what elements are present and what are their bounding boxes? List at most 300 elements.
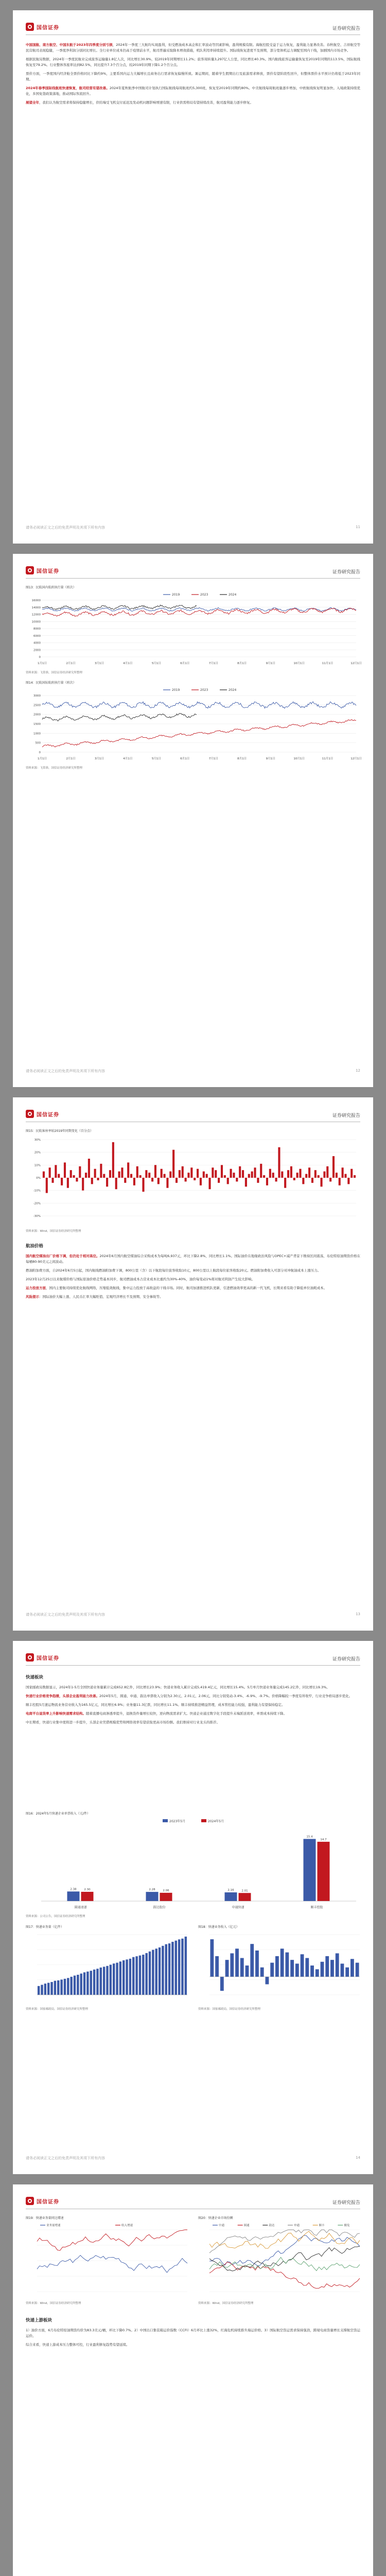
bar xyxy=(83,1972,85,1995)
bar xyxy=(354,1175,356,1178)
data-label: 2.01 xyxy=(241,1889,248,1893)
page-header xyxy=(26,22,360,35)
bar xyxy=(336,1953,339,1977)
x-tick-label: 7月1日 xyxy=(208,757,218,760)
bar xyxy=(218,1178,220,1183)
bar xyxy=(175,1941,177,1995)
bar xyxy=(305,1174,307,1178)
bar xyxy=(221,1165,223,1178)
bar xyxy=(255,1951,259,1977)
x-tick-label: 10月1日 xyxy=(293,757,305,760)
bar xyxy=(260,1164,262,1178)
bar xyxy=(326,1166,328,1178)
legend-swatch xyxy=(201,1819,206,1822)
page-number: 12 xyxy=(356,1069,360,1073)
bar xyxy=(235,1948,239,1977)
bar xyxy=(77,1975,79,1995)
data-label: 15.4 xyxy=(306,1835,313,1839)
figure-caption: 图15：民航客座率较2019年同期变化（百分点） xyxy=(26,1129,93,1133)
bar xyxy=(250,1944,254,1977)
bar xyxy=(280,1948,284,1977)
bar xyxy=(344,1174,346,1178)
bar xyxy=(302,1178,304,1184)
figure-caption: 图14：民航国际航班执行量（班次） xyxy=(26,681,76,685)
bar xyxy=(119,1961,121,1995)
page-footer xyxy=(26,1612,360,1619)
bar xyxy=(311,1178,313,1183)
page-body xyxy=(26,1242,360,1303)
figure-source: 资料来源：国家邮政局，国信证券经济研究所整理 xyxy=(26,2008,89,2011)
bar xyxy=(155,1948,157,1995)
bar xyxy=(304,1839,316,1901)
legend-label: 极兔 xyxy=(344,2224,350,2227)
bar xyxy=(60,1979,62,1995)
figure-source: 资料来源：Wind，国信证券经济研究所整理 xyxy=(26,2302,81,2305)
bar xyxy=(321,1962,324,1977)
y-tick-label: -30% xyxy=(33,1215,41,1218)
bar xyxy=(168,1943,170,1995)
bar xyxy=(190,1167,192,1178)
y-tick-label: 4000 xyxy=(33,641,41,645)
bar xyxy=(194,1178,196,1180)
bar xyxy=(41,1985,43,1995)
x-tick-label: 6月1日 xyxy=(180,662,190,665)
bar xyxy=(148,1173,150,1178)
bar xyxy=(67,1978,69,1995)
figure-caption: 图19：快递业务量同比增速 xyxy=(26,2216,64,2220)
bar xyxy=(260,1968,264,1977)
bar xyxy=(79,1166,81,1178)
paragraph: 1）油价方面，6月布伦特原油期货均价为83.3美元/桶，环比下降0.7%。2）中国出口集装箱运价指数（CCFI）6月环比上涨32%，红海危机持续推升海运价格。3）国际航空货运需求保持强劲，跨境电商货量增长支撑航空货运运价。 xyxy=(26,2328,360,2338)
bar xyxy=(82,1178,84,1191)
bar xyxy=(301,1954,304,1977)
figure-source: 资料来源：Wind，国信证券经济研究所整理 xyxy=(26,1230,81,1233)
bar xyxy=(296,1173,299,1178)
disclaimer: 请务必阅读正文之后的免责声明及其项下所有内容 xyxy=(26,1613,105,1617)
legend-label: 申通 xyxy=(294,2224,300,2227)
bar xyxy=(103,1967,105,1995)
page-header xyxy=(26,1652,360,1666)
paragraph: 票价方面，一季度国内经济舱全票价格同比下降约9%，主要系国内运力大幅增长且商务出行需求恢复偏慢所致。暑运期间，随着学生假期出行及旅游需求释放，票价有望阶段性回升，但整体票价水平预计仍将低于2023年同期。 xyxy=(26,72,360,81)
brand-logo xyxy=(26,1653,59,1662)
paragraph: 国内航空煤油出厂价格下调，但仍处于相对高位。2024年6月国内航空煤油综合采购成本为每吨6,937元，环比下降2.8%，同比增长1.1%。国际油价在地缘政治风险与OPEC+减产背景下维持区间震荡，布伦特原油期货价格在每桶80-90美元之间波动。 xyxy=(26,1254,361,1264)
legend-label: 顺丰 xyxy=(319,2224,325,2227)
bar xyxy=(100,1968,102,1995)
brand-logo xyxy=(26,1110,59,1118)
bar xyxy=(73,1175,75,1178)
bar xyxy=(220,1977,224,1991)
series-line-收入增速 xyxy=(37,2230,187,2250)
doc-type: 证券研究报告 xyxy=(332,1657,360,1662)
x-tick-label: 12月1日 xyxy=(350,662,362,665)
paragraph: 顺丰控股5月速运物流业务营业收入为165.5亿元，同比增长6.9%；业务量11.3亿票，同比增长11.1%。顺丰持续推进精益管理，成本管控能力较强，盈利能力有望保持稳定。 xyxy=(26,1703,285,1707)
bar xyxy=(96,1969,98,1995)
bar xyxy=(139,1956,141,1995)
series-line-业务量增速 xyxy=(37,2256,187,2273)
bar xyxy=(272,1173,274,1178)
bar xyxy=(121,1167,123,1178)
page-number: 11 xyxy=(356,525,360,529)
bar xyxy=(139,1175,142,1178)
brand-logo-icon xyxy=(26,566,34,574)
bar xyxy=(159,1947,161,1995)
legend-label: 2024 xyxy=(229,593,237,597)
bar xyxy=(347,1178,349,1184)
bar xyxy=(145,1170,147,1178)
bar xyxy=(152,1950,154,1995)
bar xyxy=(130,1174,132,1178)
bar xyxy=(157,1178,160,1184)
bar xyxy=(70,1170,72,1178)
bar xyxy=(290,1166,292,1178)
paragraph: 燃油附加费方面，自2024年6月5日起，国内航线燃油附加费下调，800公里（含）以下航段每位旅客收取10元，800公里以上航段每位旅客收取20元。燃油附加费收入可部分对冲航油成本上涨压力。 xyxy=(26,1268,321,1273)
legend-label: 2019 xyxy=(172,593,180,597)
y-tick-label: 8000 xyxy=(33,628,41,631)
bar xyxy=(50,1982,52,1995)
bar xyxy=(197,1169,199,1178)
bar xyxy=(224,1175,226,1178)
bar xyxy=(54,1981,56,1995)
section-title: 航油价格 xyxy=(26,1244,44,1249)
figure-caption: 图18：快递业务收入（亿元） xyxy=(198,1925,239,1929)
y-tick-label: 6000 xyxy=(33,634,41,638)
data-label: 2.38 xyxy=(70,1888,77,1891)
bar xyxy=(133,1178,135,1185)
bar xyxy=(308,1167,310,1178)
x-tick-label: 圆通速递 xyxy=(74,1906,87,1909)
chart-revenue-per-parcel xyxy=(26,1817,360,1912)
bar xyxy=(162,1946,164,1995)
report-page-15 xyxy=(13,2184,373,2576)
bar xyxy=(287,1170,289,1178)
page-footer xyxy=(26,1069,360,1076)
bar xyxy=(215,1170,217,1178)
doc-type: 证券研究报告 xyxy=(332,570,360,575)
bar xyxy=(245,1965,249,1977)
brand-name: 国信证券 xyxy=(37,2199,59,2205)
disclaimer: 请务必阅读正文之后的免责声明及其项下所有内容 xyxy=(26,2156,105,2160)
figure-caption: 图16：2024年5月快递企业单票收入（元/件） xyxy=(26,1812,90,1816)
figure-source: 资料来源：飞常准，国信证券经济研究所整理 xyxy=(26,767,83,770)
bar xyxy=(325,1956,329,1977)
figure-caption: 图20：快递企业市场份额 xyxy=(198,2216,233,2220)
bar xyxy=(350,1959,354,1977)
x-tick-label: 4月1日 xyxy=(123,662,133,665)
bar xyxy=(103,1174,105,1178)
page-body xyxy=(26,2316,360,2351)
bar xyxy=(182,1166,184,1178)
bar xyxy=(318,1842,330,1901)
report-page-12 xyxy=(13,554,373,1087)
x-tick-label: 7月1日 xyxy=(208,662,218,665)
bar xyxy=(112,1142,114,1178)
report-page-13 xyxy=(13,1097,373,1631)
bar xyxy=(149,1952,151,1995)
y-tick-label: 1000 xyxy=(33,732,41,736)
x-tick-label: 5月1日 xyxy=(151,757,161,760)
bar xyxy=(46,1178,48,1193)
bar xyxy=(251,1172,253,1178)
series-line-顺丰 xyxy=(209,2231,360,2248)
bar xyxy=(106,1966,108,1995)
bar xyxy=(55,1165,57,1178)
y-tick-label: 2500 xyxy=(33,704,41,707)
x-tick-label: 10月1日 xyxy=(293,662,305,665)
brand-logo-icon xyxy=(26,1653,34,1662)
x-tick-label: 8月1日 xyxy=(237,662,247,665)
bar xyxy=(329,1178,331,1181)
bar xyxy=(136,1166,138,1178)
bar xyxy=(185,1937,187,1995)
bar xyxy=(91,1178,93,1184)
x-tick-label: 6月1日 xyxy=(180,757,190,760)
x-tick-label: 5月1日 xyxy=(151,662,161,665)
page-header xyxy=(26,565,360,579)
bar xyxy=(210,1939,214,1977)
bar xyxy=(269,1169,271,1178)
brand-name: 国信证券 xyxy=(37,1112,59,1118)
brand-name: 国信证券 xyxy=(37,568,59,574)
page-body xyxy=(26,42,360,109)
data-label: 2.06 xyxy=(163,1889,169,1892)
legend-label: 2023年5月 xyxy=(169,1820,186,1823)
paragraph: 2024年春季国际线航班快速恢复，航司经营有望改善。2024年夏秋航季中国航司计划执行国际航线每周航班约5,300班，恢复至2019年同期约80%。中美航线每周航班量逐步增加，中欧航线恢复明显加快。入境政策持续优化，多国免签政策落地，推动国际客流回升。 xyxy=(26,86,361,96)
x-tick-label: 2月1日 xyxy=(66,662,76,665)
paragraph: 快递行业价格竞争趋缓，头部企业盈利能力改善。2024年5月，圆通、申通、韵达单票收入分别为2.30元、2.01元、2.06元，同比分别变动-3.4%、-6.9%、-9.7%。价格降幅较一季度有所收窄，行业竞争格局逐步优化。 xyxy=(26,1694,353,1698)
bar xyxy=(245,1178,247,1187)
bar xyxy=(176,1178,178,1183)
bar xyxy=(94,1169,96,1178)
bar xyxy=(81,1892,94,1901)
series-line-圆通 xyxy=(209,2262,360,2289)
bar xyxy=(126,1959,128,1995)
brand-logo xyxy=(26,23,59,31)
bar xyxy=(341,1963,344,1976)
x-tick-label: 韵达股份 xyxy=(153,1906,166,1909)
brand-logo xyxy=(26,2197,59,2205)
paragraph: 综合来看，快递上游成本压力整体可控，行业盈利修复趋势有望延续。 xyxy=(26,2343,130,2347)
paragraph: 中长期看，快递行业集中度将进一步提升，头部企业凭借规模优势和网络效率有望获取更高市场份额。我们维持对行业龙头的推荐。 xyxy=(26,1720,220,1724)
page-header xyxy=(26,1109,360,1122)
section-title: 快递上游板块 xyxy=(26,2318,52,2323)
bar xyxy=(318,1175,320,1178)
bar xyxy=(350,1169,353,1178)
y-tick-label: 0 xyxy=(39,751,41,754)
bar xyxy=(113,1963,115,1995)
bar xyxy=(181,1939,183,1995)
x-tick-label: 11月1日 xyxy=(322,662,334,665)
bar xyxy=(166,1178,168,1188)
bar xyxy=(93,1970,95,1995)
y-tick-label: 30% xyxy=(34,1139,41,1142)
brand-logo-icon xyxy=(26,1110,34,1118)
bar xyxy=(64,1979,66,1995)
bar xyxy=(142,1178,144,1192)
legend-label: 2023 xyxy=(200,688,208,692)
series-line-中通 xyxy=(209,2235,360,2266)
x-tick-label: 2月1日 xyxy=(66,757,76,760)
bar xyxy=(236,1178,238,1181)
figure-source: 资料来源：国家邮政局，国信证券经济研究所整理 xyxy=(198,2008,261,2011)
y-tick-label: -20% xyxy=(33,1202,41,1206)
paragraph: 国家邮政局数据显示，2024年1-5月全国快递业务量累计完成652.8亿件，同比增长23.9%；快递业务收入累计完成5,419.4亿元，同比增长15.4%。5月单月快递业务量完成145.2亿件，同比增长19.3%。 xyxy=(26,1685,330,1689)
brand-logo xyxy=(26,566,59,574)
paragraph: 中国国航、南方航空、中国东航于2023年四季度分别亏损，2024年一季度三大航均实现盈利，但受燃油成本高企和汇率波动等因素影响，盈利规模有限。海航控股受益于运力恢复，盈利能力显著改善。春秋航空、吉祥航空等民营航司表现稳健，一季度净利润分别同比增长。全行业单位成本仍高于疫情前水平，航司普遍采取降本增效措施，机队利用率持续提升。国际线恢复进度不及预期，部分宽体机运力调配至国内干线，加剧国内市场竞争。 xyxy=(26,43,361,53)
disclaimer: 请务必阅读正文之后的免责声明及其项下所有内容 xyxy=(26,1069,105,1073)
bar xyxy=(165,1944,167,1995)
x-tick-label: 9月1日 xyxy=(266,757,275,760)
brand-name: 国信证券 xyxy=(37,1655,59,1662)
bar xyxy=(240,1958,244,1977)
chart-parcel-revenue xyxy=(198,1930,363,2005)
bar xyxy=(187,1173,189,1178)
bar xyxy=(129,1959,131,1995)
report-page-11 xyxy=(13,10,373,544)
bar xyxy=(293,1178,295,1180)
paragraph: 风险提示：国际油价大幅上涨、人民币汇率大幅贬值、宏观经济增长不及预期、安全事故等。 xyxy=(26,1295,163,1299)
bar xyxy=(178,1939,180,1995)
bar xyxy=(116,1963,118,1995)
disclaimer: 请务必阅读正文之后的免责声明及其项下所有内容 xyxy=(26,526,105,530)
y-tick-label: 2000 xyxy=(33,713,41,717)
bar xyxy=(67,1891,80,1901)
doc-type: 证券研究报告 xyxy=(332,1113,360,1118)
y-tick-label: 10000 xyxy=(31,620,41,624)
legend-label: 2023 xyxy=(200,593,208,597)
page-header xyxy=(26,2196,360,2209)
bar xyxy=(142,1955,144,1995)
page-footer xyxy=(26,525,360,532)
bar xyxy=(38,1986,40,1995)
x-tick-label: 申通快递 xyxy=(232,1906,244,1909)
series-line-韵达 xyxy=(209,2246,360,2271)
x-tick-label: 11月1日 xyxy=(322,757,334,760)
page-number: 13 xyxy=(356,1612,360,1616)
chart-parcel-volume xyxy=(26,1930,190,2005)
bar xyxy=(215,1956,219,1977)
bar xyxy=(43,1172,45,1178)
bar xyxy=(342,1167,344,1178)
y-tick-label: 20% xyxy=(34,1151,41,1155)
bar xyxy=(212,1167,214,1178)
bar xyxy=(85,1173,87,1178)
legend-swatch xyxy=(163,1819,168,1822)
paragraph: 2023年12月25日以来航煤价格与国际原油价格走势基本同步，航司燃油成本占营业成本比重约为30%-40%，油价每变动1%将对航司利润产生较大影响。 xyxy=(26,1277,255,1281)
report-page-14 xyxy=(13,1641,373,2174)
bar xyxy=(67,1178,69,1188)
bar xyxy=(100,1164,102,1178)
bar xyxy=(299,1169,301,1178)
bar xyxy=(51,1178,54,1183)
bar xyxy=(320,1178,322,1187)
legend-label: 收入增速 xyxy=(121,2224,133,2227)
y-tick-label: -10% xyxy=(33,1189,41,1193)
bar xyxy=(263,1175,265,1178)
x-tick-label: 1月1日 xyxy=(38,662,47,665)
bar xyxy=(145,1953,147,1995)
bar xyxy=(225,1892,237,1901)
y-tick-label: 3000 xyxy=(33,694,41,698)
bar xyxy=(97,1178,99,1180)
bar xyxy=(109,1170,111,1178)
legend-label: 2024年5月 xyxy=(208,1820,224,1823)
legend-label: 业务量增速 xyxy=(46,2224,61,2227)
bar xyxy=(200,1178,202,1185)
chart-market-share xyxy=(198,2222,363,2299)
bar xyxy=(124,1178,126,1183)
figure-source: 资料来源：公司公告，国信证券经济研究所整理 xyxy=(26,1915,85,1918)
paragraph: 展望全年，我们认为航空需求将保持稳健增长，供给端受飞机交付延迟及发动机问题影响增速有限，行业供需格局有望持续改善，航司盈利能力逐步修复。 xyxy=(26,100,253,105)
bar xyxy=(290,1960,294,1977)
figure-source: 资料来源：飞常准，国信证券经济研究所整理 xyxy=(26,671,83,674)
bar xyxy=(285,1953,289,1977)
legend-label: 圆通 xyxy=(243,2224,250,2227)
brand-name: 国信证券 xyxy=(37,25,59,31)
data-label: 2.16 xyxy=(227,1889,234,1892)
bar xyxy=(80,1974,82,1995)
bar xyxy=(86,1972,89,1995)
bar xyxy=(332,1156,335,1178)
bar xyxy=(230,1169,232,1178)
bar xyxy=(345,1968,349,1977)
bar xyxy=(295,1963,299,1976)
bar xyxy=(242,1170,244,1178)
bar xyxy=(106,1178,108,1187)
bar xyxy=(127,1162,129,1178)
y-tick-label: 500 xyxy=(35,741,41,745)
bar xyxy=(122,1960,125,1995)
data-label: 2.30 xyxy=(84,1888,91,1891)
brand-logo-icon xyxy=(26,2197,34,2205)
bar xyxy=(239,1166,241,1178)
x-tick-label: 顺丰控股 xyxy=(310,1906,323,1909)
page-footer xyxy=(26,2156,360,2163)
bar xyxy=(172,1150,174,1178)
bar xyxy=(151,1178,153,1181)
legend-label: 2019 xyxy=(172,688,180,692)
bar xyxy=(146,1892,159,1901)
bar xyxy=(47,1983,49,1995)
x-tick-label: 3月1日 xyxy=(94,757,104,760)
bar xyxy=(74,1976,76,1995)
bar xyxy=(323,1172,325,1178)
paragraph: 根据民航局数据，2024年一季度民航业完成旅客运输量1.8亿人次，同比增长30.9%，较2019年同期增长11.2%；旅客周转量3,297亿人公里，同比增长40.3%。国内航线旅客运输量恢复至2019年同期的113.5%，国际航线恢复至79.2%。行业整体客座率达到82.5%，同比提升7.3个百分点，较2019年同期下降1.2个百分点。 xyxy=(26,57,360,67)
bar xyxy=(161,1169,163,1178)
bar xyxy=(275,1956,279,1977)
bar xyxy=(61,1178,63,1185)
x-tick-label: 8月1日 xyxy=(237,757,247,760)
bar xyxy=(110,1965,112,1995)
bar xyxy=(70,1977,72,1995)
bar xyxy=(58,1174,60,1178)
bar xyxy=(254,1167,256,1178)
y-tick-label: 2000 xyxy=(33,649,41,652)
bar xyxy=(132,1957,134,1995)
bar xyxy=(163,1174,165,1178)
x-tick-label: 3月1日 xyxy=(94,662,104,665)
bar xyxy=(169,1172,171,1178)
series-line-极兔 xyxy=(209,2257,360,2270)
bar xyxy=(248,1174,250,1178)
bar xyxy=(154,1165,156,1178)
series-line-申通 xyxy=(209,2230,360,2253)
paragraph: 运力投放方面，国内主要航司持续优化航线网络，压缩低效航线，集中运力投放于高收益的干线市场。同时，航司加速推进机队更新，引进燃油效率更高的新一代飞机，长期来看有助于降低单位油耗成本。 xyxy=(26,1286,327,1290)
bar xyxy=(266,1178,268,1185)
chart-load-factor-change xyxy=(26,1134,360,1227)
bar xyxy=(57,1980,59,1995)
bar xyxy=(49,1167,51,1178)
paragraph: 电商平台退货率上升影响快递需求结构。随着直播电商渗透率提升，退换货件量增长较快，逆向物流需求扩大。快递企业通过数字化手段提升末端派送效率，单票成本持续下降。 xyxy=(26,1711,287,1716)
